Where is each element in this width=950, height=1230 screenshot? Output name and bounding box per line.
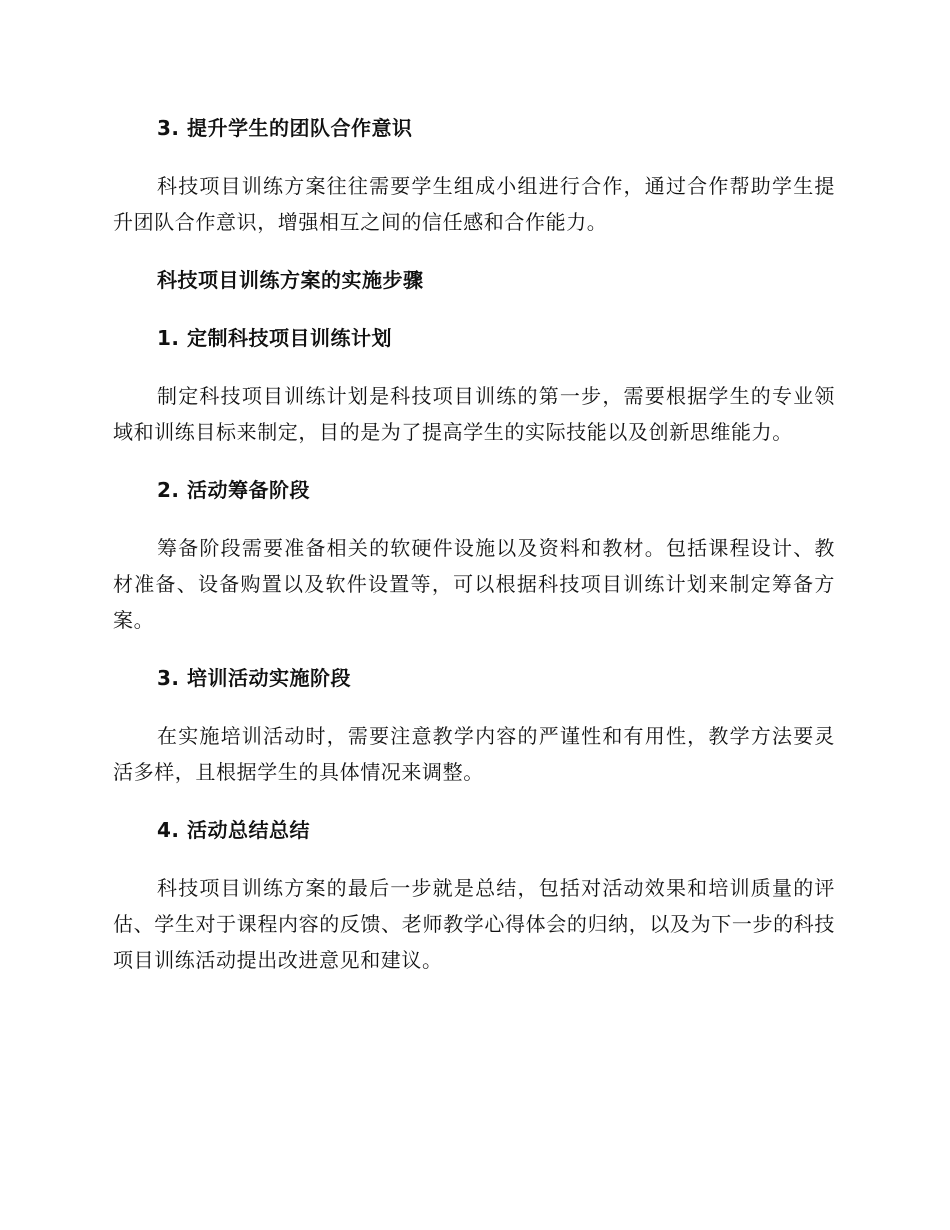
paragraph-team-cooperation: 科技项目训练方案往往需要学生组成小组进行合作，通过合作帮助学生提升团队合作意识，增强相互之间的信任感和合作能力。	[113, 174, 835, 234]
paragraph-summary: 科技项目训练方案的最后一步就是总结，包括对活动效果和培训质量的评估、学生对于课程内容的反馈、老师教学心得体会的归纳，以及为下一步的科技项目训练活动提出改进意见和建议。	[113, 876, 835, 972]
section-heading-training-implementation: 3. 培训活动实施阶段	[157, 666, 351, 690]
section-heading-preparation: 2. 活动筹备阶段	[157, 478, 310, 502]
paragraph-plan: 制定科技项目训练计划是科技项目训练的第一步，需要根据学生的专业领域和训练目标来制定，目的是为了提高学生的实际技能以及创新思维能力。	[113, 384, 835, 444]
paragraph-training-implementation: 在实施培训活动时，需要注意教学内容的严谨性和有用性，教学方法要灵活多样，且根据学生的具体情况来调整。	[113, 724, 835, 784]
section-heading-plan: 1. 定制科技项目训练计划	[157, 326, 392, 350]
section-heading-implementation-steps: 科技项目训练方案的实施步骤	[157, 268, 424, 292]
document-body	[113, 110, 835, 978]
section-heading-team-cooperation: 3. 提升学生的团队合作意识	[157, 116, 413, 140]
paragraph-preparation: 筹备阶段需要准备相关的软硬件设施以及资料和教材。包括课程设计、教材准备、设备购置以及软件设置等，可以根据科技项目训练计划来制定筹备方案。	[113, 536, 835, 632]
section-heading-summary: 4. 活动总结总结	[157, 818, 310, 842]
